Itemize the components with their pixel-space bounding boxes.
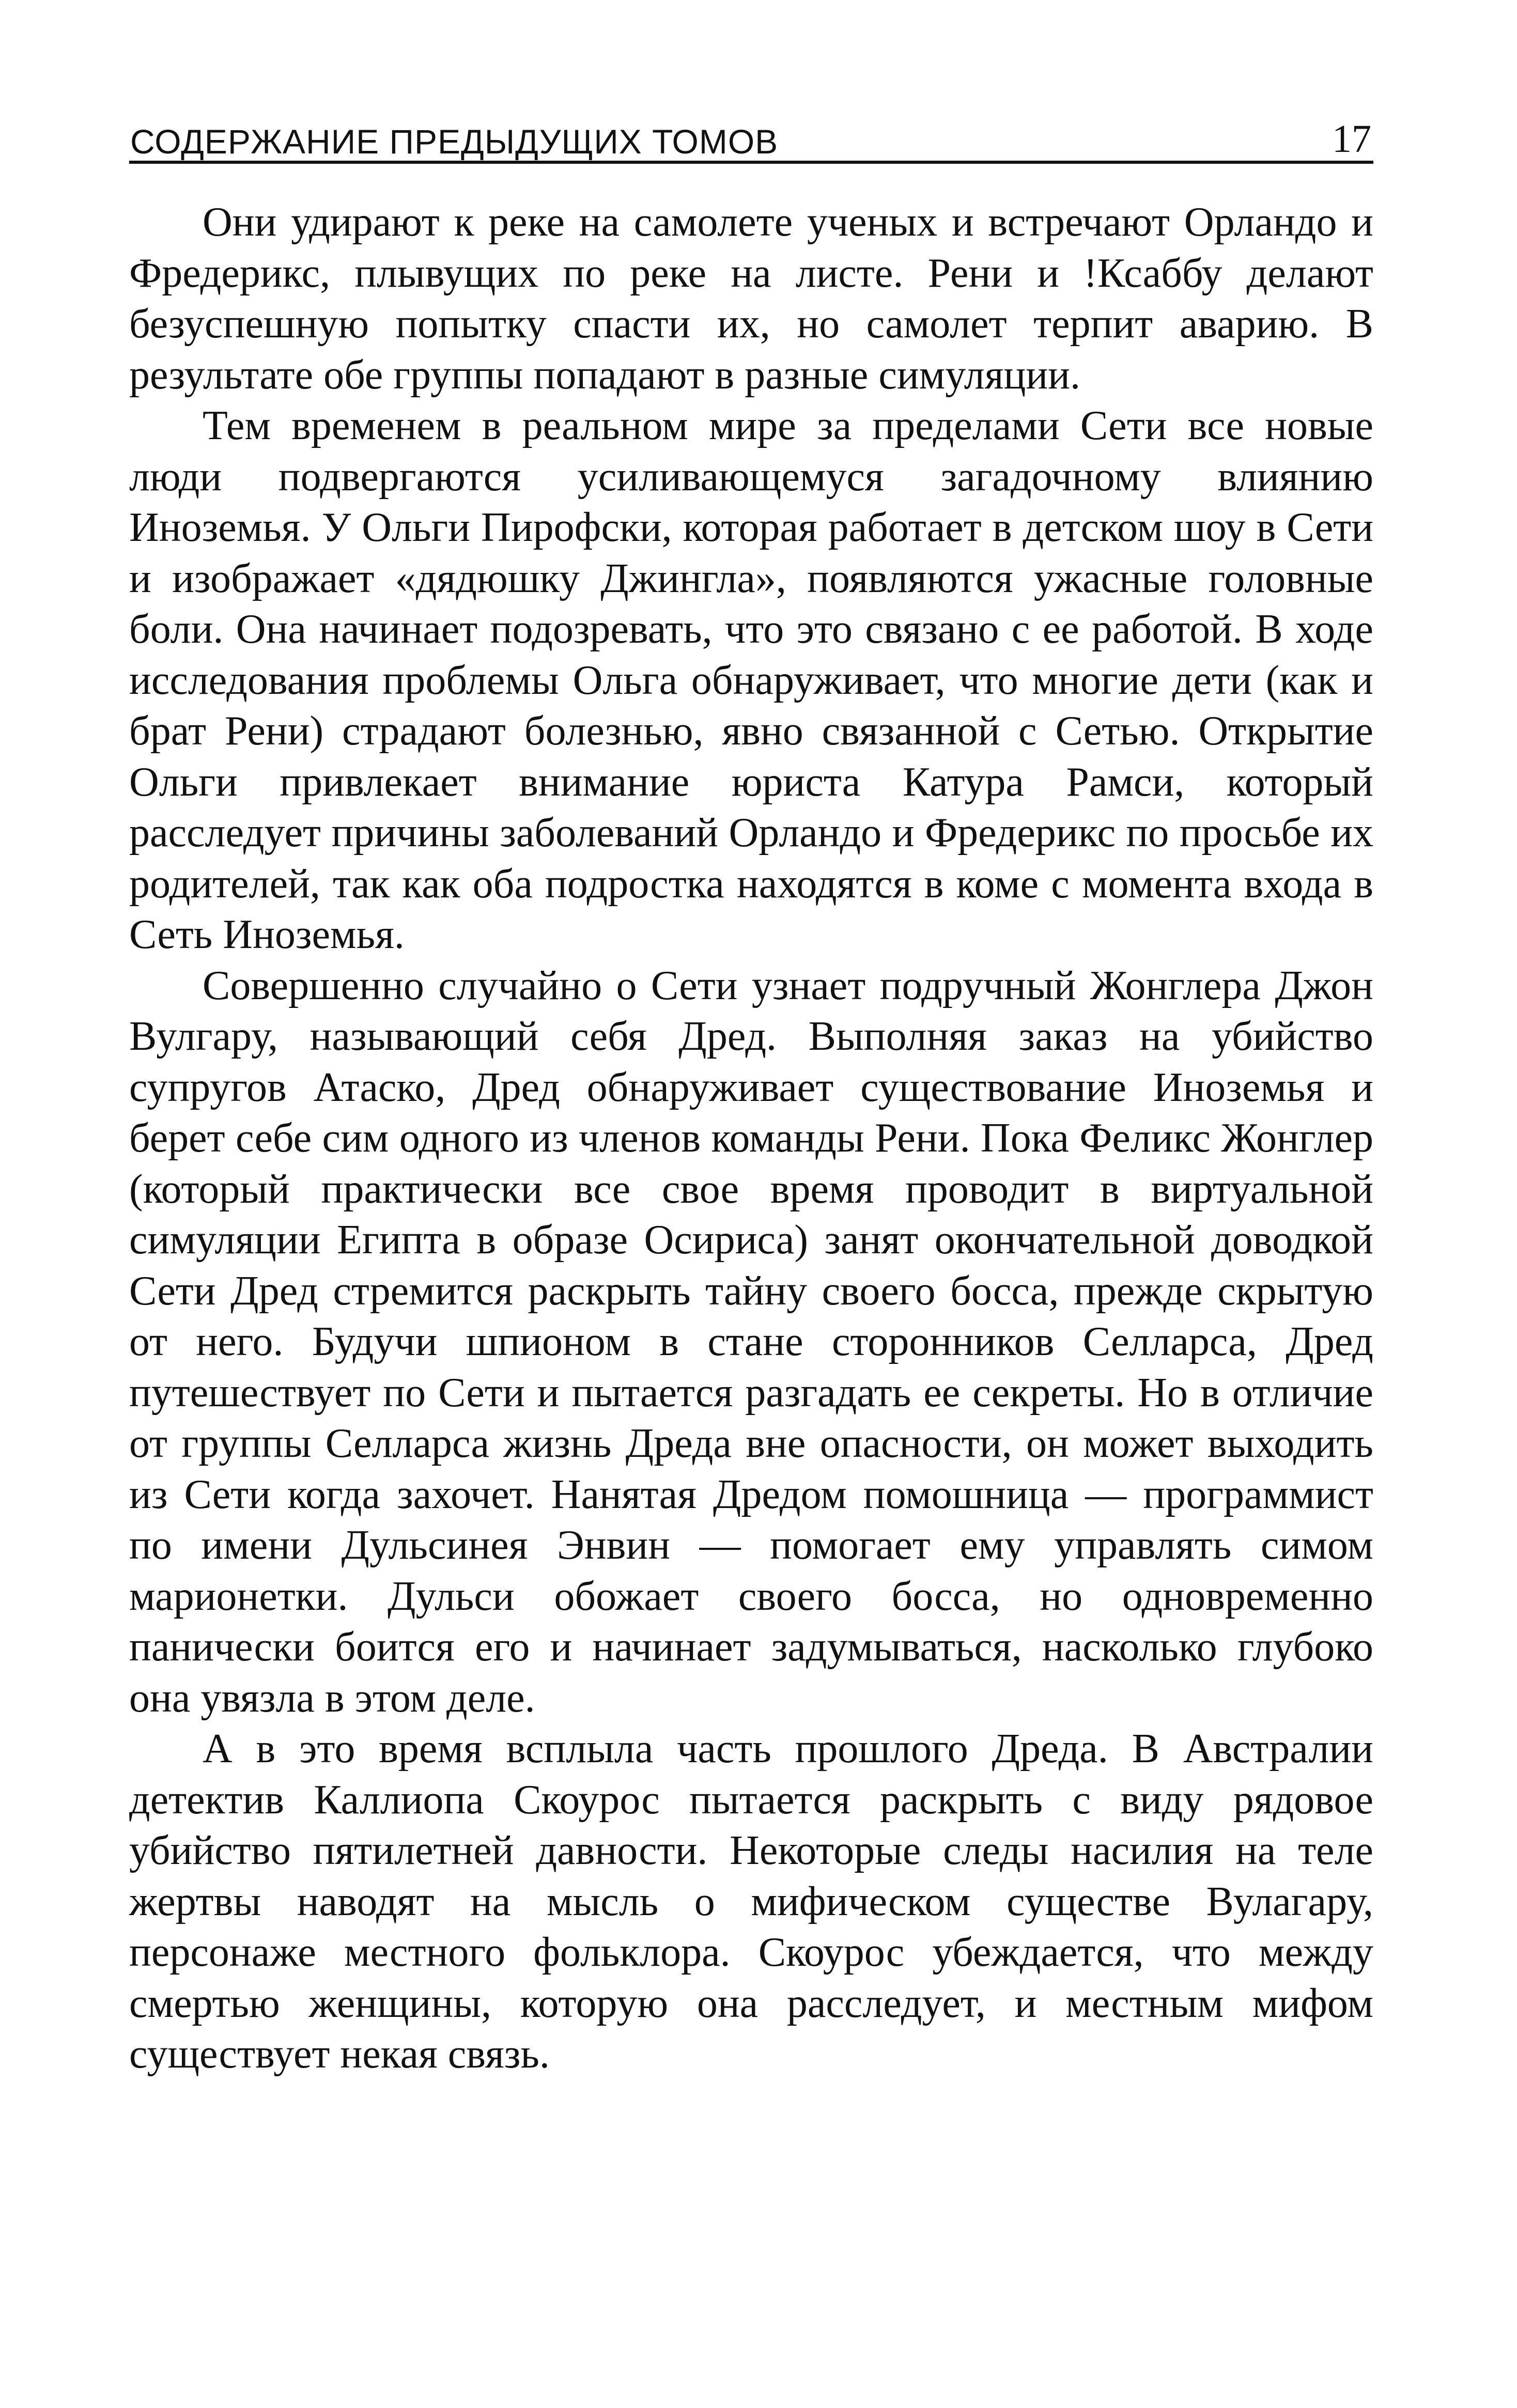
book-page: [129, 111, 1373, 2333]
paragraph: А в это время всплыла часть прошлого Дреда. В Австралии детектив Каллиопа Скоурос пытается раскрыть с виду рядовое убийство пятилетней давности. Некоторые следы насилия на теле жертвы наводят на мысль о мифическом существе Вулагару, персонаже местного фольклора. Скоурос убеждается, что между смертью женщины, которую она расследует, и местным мифом существует некая связь.: [129, 1726, 1373, 2077]
paragraph: Они удирают к реке на самолете ученых и встречают Орландо и Фредерикс, плывущих по реке на листе. Рени и !Ксаббу делают безуспешную попытку спасти их, но самолет терпит аварию. В результате обе группы попадают в разные симуляции.: [129, 199, 1373, 398]
paragraph: Тем временем в реальном мире за пределами Сети все новые люди подвергаются усиливающемуся загадочному влиянию Иноземья. У Ольги Пирофски, которая работает в детском шоу в Сети и изображает «дядюшку Джингла», появляются ужасные головные боли. Она начинает подозревать, что это связано с ее работой. В ходе исследования проблемы Ольга обнаруживает, что многие дети (как и брат Рени) страдают болезнью, явно связанной с Сетью. Открытие Ольги привлекает внимание юриста Катура Рамси, который расследует причины заболеваний Орландо и Фредерикс по просьбе их родителей, так как оба подростка находятся в коме с момента входа в Сеть Иноземья.: [129, 403, 1373, 957]
running-header-title: СОДЕРЖАНИЕ ПРЕДЫДУЩИХ ТОМОВ: [130, 122, 779, 161]
running-header: [129, 111, 1373, 164]
body-text: [129, 197, 1373, 2080]
page-number: 17: [1332, 117, 1371, 161]
paragraph: Совершенно случайно о Сети узнает подручный Жонглера Джон Вулгару, называющий себя Дред. Выполняя заказ на убийство супругов Атаско, Дред обнаруживает существование Иноземья и берет себе сим одного из членов команды Рени. Пока Феликс Жонглер (который практически все свое время проводит в виртуальной симуляции Египта в образе Осириса) занят окончательной доводкой Сети Дред стремится раскрыть тайну своего босса, прежде скрытую от него. Будучи шпионом в стане сторонников Селларса, Дред путешествует по Сети и пытается разгадать ее секреты. Но в отличие от группы Селларса жизнь Дреда вне опасности, он может выходить из Сети когда захочет. Нанятая Дредом помошница — программист по имени Дульсинея Энвин — помогает ему управлять симом марионетки. Дульси обожает своего босса, но одновременно панически боится его и начинает задумываться, насколько глубоко она увязла в этом деле.: [129, 962, 1373, 1721]
